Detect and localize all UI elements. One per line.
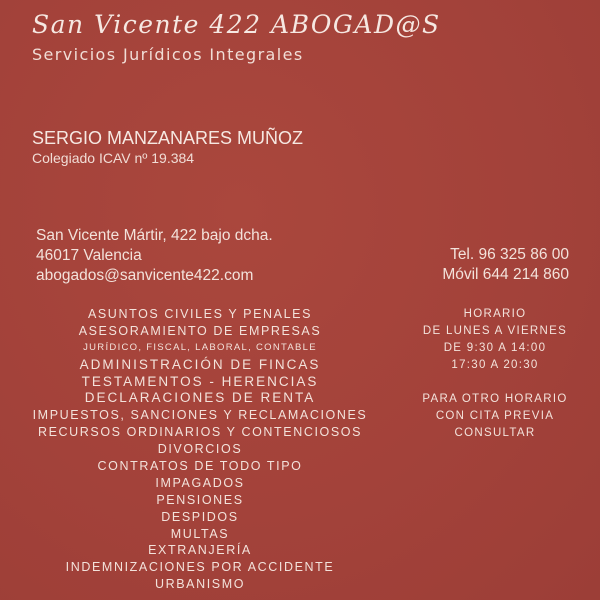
services-list	[0, 306, 400, 593]
lawyer-name: SERGIO MANZANARES MUÑOZ	[32, 128, 304, 148]
hours-title: HORARIO	[463, 308, 527, 320]
service-item: ADMINISTRACIÓN DE FINCAS	[79, 356, 321, 372]
hours-spacer	[395, 374, 595, 391]
hours-days: DE LUNES A VIERNES	[422, 325, 568, 337]
service-item: DECLARACIONES DE RENTA	[84, 390, 316, 406]
service-item: ASESORAMIENTO DE EMPRESAS	[78, 323, 322, 338]
service-item: IMPUESTOS, SANCIONES Y RECLAMACIONES	[32, 408, 368, 423]
address-street: San Vicente Mártir, 422 bajo dcha.	[36, 227, 273, 244]
hours-other-line: CONSULTAR	[454, 427, 536, 439]
service-item: PENSIONES	[156, 492, 244, 507]
phone-number[interactable]: Tel. 96 325 86 00	[450, 246, 569, 263]
address-block	[36, 226, 273, 286]
service-item: IMPAGADOS	[155, 475, 245, 490]
address-city: 46017 Valencia	[36, 247, 142, 264]
service-item: MULTAS	[170, 526, 230, 541]
service-subitem: JURÍDICO, FISCAL, LABORAL, CONTABLE	[83, 341, 317, 353]
service-item: TESTAMENTOS - HERENCIAS	[81, 373, 319, 389]
mobile-number[interactable]: Móvil 644 214 860	[442, 266, 569, 283]
phone-block	[442, 245, 569, 285]
email-address[interactable]: abogados@sanvicente422.com	[36, 267, 254, 284]
service-item: INDEMNIZACIONES POR ACCIDENTE	[65, 560, 335, 575]
hours-afternoon: 17:30 A 20:30	[451, 359, 539, 371]
service-item: URBANISMO	[154, 577, 246, 592]
office-hours	[395, 306, 595, 442]
hours-morning: DE 9:30 A 14:00	[443, 342, 547, 354]
service-item: ASUNTOS CIVILES Y PENALES	[87, 307, 313, 321]
firm-tagline: Servicios Jurídicos Integrales	[32, 45, 304, 64]
service-item: EXTRANJERÍA	[148, 543, 252, 558]
hours-other-line: CON CITA PREVIA	[435, 410, 555, 422]
hours-other-line: PARA OTRO HORARIO	[422, 393, 568, 405]
service-item: RECURSOS ORDINARIOS Y CONTENCIOSOS	[37, 425, 363, 440]
lawyer-registration: Colegiado ICAV nº 19.384	[32, 150, 195, 166]
firm-name: San Vicente 422 ABOGAD@S	[32, 10, 441, 39]
service-item: CONTRATOS DE TODO TIPO	[97, 459, 303, 474]
service-item: DESPIDOS	[161, 509, 239, 524]
service-item: DIVORCIOS	[157, 442, 243, 457]
